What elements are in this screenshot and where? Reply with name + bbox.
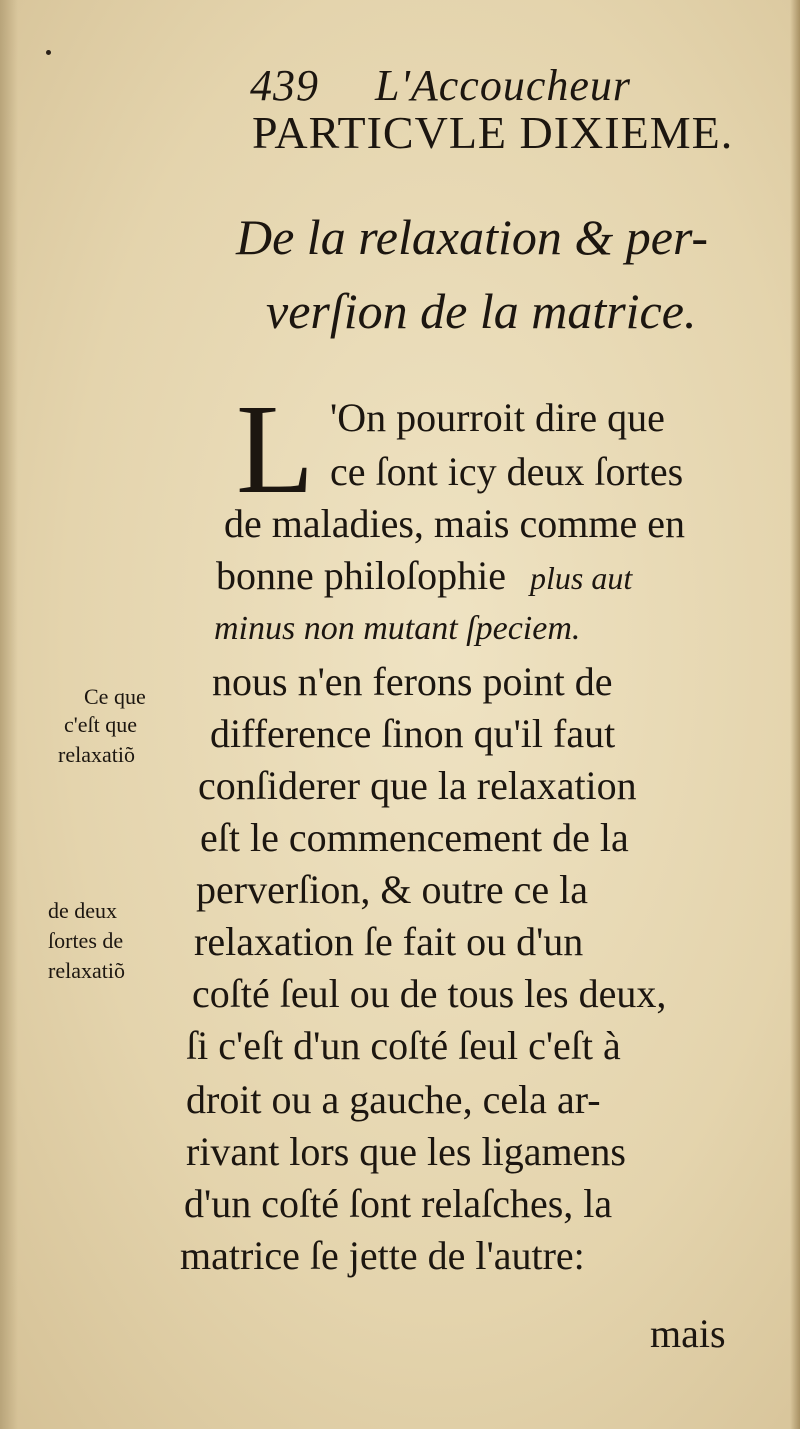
body-line (216, 553, 633, 598)
body-line: conſiderer que la relaxation (198, 763, 637, 808)
subtitle-line-2: verſion de la matrice. (266, 283, 697, 339)
body-line-text: bonne philoſophie (216, 553, 506, 598)
latin-phrase-line: minus non mutant ſpeciem. (214, 610, 581, 647)
ink-spot (46, 50, 51, 55)
marginal-note-line: relaxatiõ (58, 742, 135, 767)
drop-cap: L (236, 378, 315, 520)
body-line: perverſion, & outre ce la (196, 867, 589, 912)
marginal-note-line: relaxatiõ (48, 958, 125, 983)
running-head (250, 60, 631, 111)
page-edge (790, 0, 800, 1429)
body-line: relaxation ſe fait ou d'un (194, 919, 584, 964)
latin-phrase: plus aut (529, 560, 633, 596)
body-line: difference ſinon qu'il faut (210, 711, 616, 756)
page-number: 439 (250, 61, 319, 110)
marginal-note-line: de deux (48, 898, 118, 923)
section-heading: PARTICVLE DIXIEME. (252, 107, 734, 158)
body-line: d'un coſté ſont relaſches, la (184, 1181, 613, 1226)
body-line: rivant lors que les ligamens (186, 1129, 626, 1174)
marginal-note-line: Ce que (84, 684, 146, 709)
body-line: ſi c'eſt d'un coſté ſeul c'eſt à (186, 1023, 621, 1068)
body-line: eſt le commencement de la (200, 815, 629, 860)
marginal-note-line: c'eſt que (64, 712, 137, 737)
body-line: ce ſont icy deux ſortes (330, 449, 684, 494)
body-line: 'On pourroit dire que (330, 395, 665, 440)
subtitle-line-1: De la relaxation & per- (236, 209, 709, 265)
body-line: matrice ſe jette de l'autre: (180, 1233, 585, 1278)
body-line: de maladies, mais comme en (224, 501, 685, 546)
body-line: coſté ſeul ou de tous les deux, (192, 971, 667, 1016)
body-line: nous n'en ferons point de (212, 659, 613, 704)
catchword: mais (650, 1311, 726, 1356)
gutter-shadow (0, 0, 18, 1429)
running-title: L'Accoucheur (375, 61, 631, 110)
marginal-note-line: ſortes de (48, 928, 124, 953)
body-line: droit ou a gauche, cela ar- (186, 1077, 601, 1122)
